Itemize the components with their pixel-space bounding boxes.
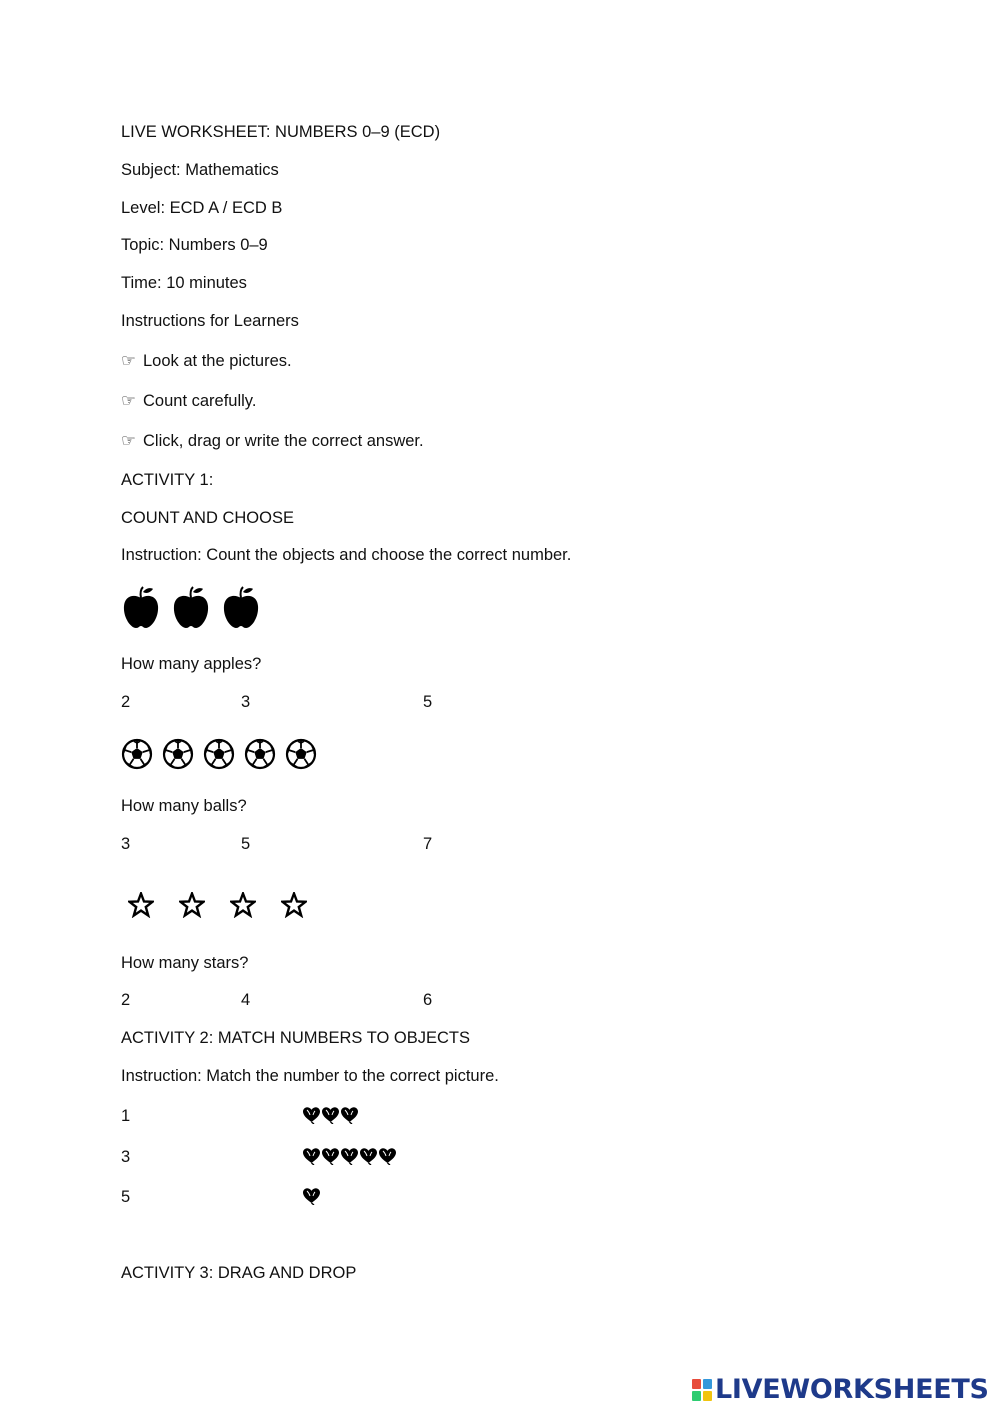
apple-icon: [171, 586, 211, 635]
star-icon: [179, 892, 205, 923]
heart-flower-icon: [340, 1106, 359, 1124]
apple-picture-row: [121, 586, 261, 635]
activity1-heading: ACTIVITY 1:: [121, 471, 214, 489]
answer-option[interactable]: 7: [423, 835, 433, 853]
pointing-hand-icon: ☞: [121, 392, 136, 410]
topic-line: Topic: Numbers 0–9: [121, 236, 268, 254]
heart-flower-icon: [321, 1106, 340, 1124]
answer-option[interactable]: 5: [423, 693, 433, 711]
soccer-ball-icon: [244, 738, 276, 775]
answer-option[interactable]: 3: [241, 693, 251, 711]
heart-flower-icon: [378, 1147, 397, 1165]
activity3-heading: ACTIVITY 3: DRAG AND DROP: [121, 1264, 357, 1282]
logo-square: [703, 1391, 712, 1401]
instruction-item: [121, 351, 292, 371]
activity1-instruction: Instruction: Count the objects and choose the correct number.: [121, 546, 572, 564]
star-icon: [230, 892, 256, 923]
time-line: Time: 10 minutes: [121, 274, 247, 292]
match-number[interactable]: 1: [121, 1107, 131, 1125]
soccer-ball-icon: [162, 738, 194, 775]
logo-text: LIVEWORKSHEETS: [715, 1374, 989, 1405]
logo-square: [692, 1379, 701, 1389]
star-picture-row: [128, 892, 307, 923]
apple-icon: [121, 586, 161, 635]
instructions-heading: Instructions for Learners: [121, 312, 299, 330]
logo-square: [703, 1379, 712, 1389]
match-picture[interactable]: [302, 1147, 397, 1165]
heart-flower-icon: [340, 1147, 359, 1165]
liveworksheets-logo: [692, 1374, 989, 1406]
instruction-text: Count carefully.: [143, 392, 257, 410]
answer-option[interactable]: 2: [121, 693, 131, 711]
soccer-ball-icon: [121, 738, 153, 775]
question-prompt: How many stars?: [121, 954, 249, 972]
star-icon: [128, 892, 154, 923]
activity2-heading: ACTIVITY 2: MATCH NUMBERS TO OBJECTS: [121, 1029, 470, 1047]
level-line: Level: ECD A / ECD B: [121, 199, 283, 217]
pointing-hand-icon: ☞: [121, 352, 136, 370]
page-title: LIVE WORKSHEET: NUMBERS 0–9 (ECD): [121, 123, 441, 141]
soccer-ball-icon: [285, 738, 317, 775]
instruction-text: Click, drag or write the correct answer.: [143, 432, 424, 450]
ball-picture-row: [121, 738, 317, 775]
answer-option[interactable]: 5: [241, 835, 251, 853]
heart-flower-icon: [359, 1147, 378, 1165]
activity1-subheading: COUNT AND CHOOSE: [121, 509, 294, 527]
pointing-hand-icon: ☞: [121, 432, 136, 450]
subject-line: Subject: Mathematics: [121, 161, 279, 179]
logo-grid-icon: [692, 1379, 712, 1401]
answer-option[interactable]: 6: [423, 991, 433, 1009]
soccer-ball-icon: [203, 738, 235, 775]
instruction-text: Look at the pictures.: [143, 352, 292, 370]
heart-flower-icon: [302, 1187, 321, 1205]
activity2-instruction: Instruction: Match the number to the correct picture.: [121, 1067, 499, 1085]
instruction-item: [121, 391, 256, 411]
heart-flower-icon: [302, 1147, 321, 1165]
answer-option[interactable]: 2: [121, 991, 131, 1009]
match-picture[interactable]: [302, 1106, 359, 1124]
instruction-item: [121, 431, 424, 451]
question-prompt: How many apples?: [121, 655, 262, 673]
answer-option[interactable]: 4: [241, 991, 251, 1009]
heart-flower-icon: [302, 1106, 321, 1124]
star-icon: [281, 892, 307, 923]
answer-option[interactable]: 3: [121, 835, 131, 853]
match-number[interactable]: 3: [121, 1148, 131, 1166]
heart-flower-icon: [321, 1147, 340, 1165]
apple-icon: [221, 586, 261, 635]
question-prompt: How many balls?: [121, 797, 247, 815]
match-picture[interactable]: [302, 1187, 321, 1205]
logo-square: [692, 1391, 701, 1401]
match-number[interactable]: 5: [121, 1188, 131, 1206]
